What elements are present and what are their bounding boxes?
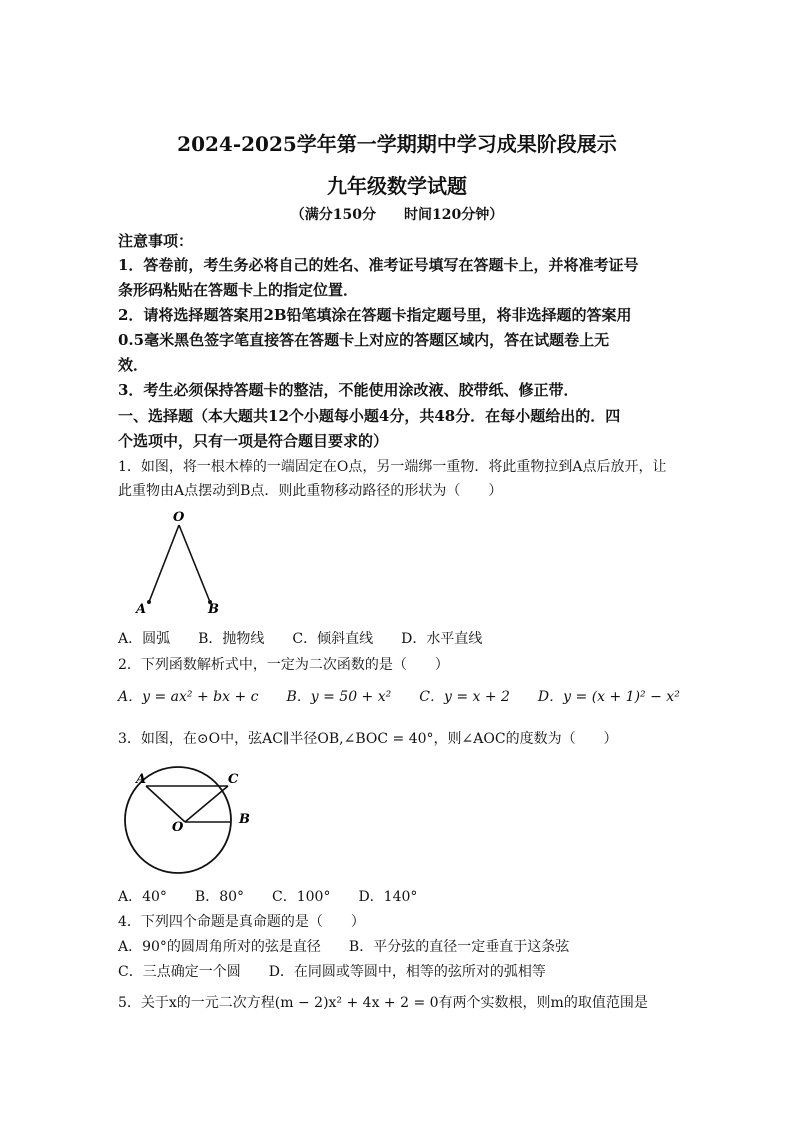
exam-subtitle: 九年级数学试题 bbox=[327, 174, 467, 198]
q2-options: A．y = ax² + bx + c B．y = 50 + x² C．y = x + 2 D．y = (x + 1)² − x² bbox=[118, 689, 680, 705]
q1-pendulum-figure bbox=[128, 505, 238, 620]
q1-stem-line-2: 此重物由A点摆动到B点．则此重物移动路径的形状为（ ） bbox=[118, 483, 503, 499]
q3-circle-figure bbox=[118, 766, 258, 881]
q1-point-a bbox=[147, 600, 151, 604]
q1-line-oa bbox=[149, 525, 179, 602]
q2-stem: 2．下列函数解析式中，一定为二次函数的是（ ） bbox=[118, 657, 449, 673]
note-1-line-1: 1．答卷前，考生务必将自己的姓名、准考证号填写在答题卡上，并将准考证号 bbox=[118, 256, 639, 274]
q1-label-a: A bbox=[136, 602, 147, 617]
q4-options-cd: C．三点确定一个圆 D．在同圆或等圆中，相等的弦所对的弧相等 bbox=[118, 964, 546, 980]
exam-meta: （满分150分 时间120分钟） bbox=[290, 207, 504, 223]
notes-heading: 注意事项： bbox=[118, 232, 194, 250]
note-1-line-2: 条形码粘贴在答题卡上的指定位置． bbox=[118, 281, 359, 299]
note-2-line-1: 2．请将选择题答案用2B铅笔填涂在答题卡指定题号里，将非选择题的答案用 bbox=[118, 306, 632, 324]
exam-title: 2024-2025学年第一学期期中学习成果阶段展示 bbox=[177, 132, 617, 156]
note-2-line-2: 0.5毫米黑色签字笔直接答在答题卡上对应的答题区域内，答在试题卷上无 bbox=[118, 331, 610, 349]
q3-stem: 3．如图，在⊙O中，弦AC∥半径OB,∠BOC = 40°，则∠AOC的度数为（ ） bbox=[118, 731, 618, 747]
q3-segment-ao bbox=[146, 786, 185, 822]
q1-line-ob bbox=[179, 525, 210, 602]
q3-segment-co bbox=[185, 786, 228, 822]
q3-label-o: O bbox=[172, 820, 184, 835]
q3-label-a: A bbox=[136, 772, 147, 787]
q1-label-b: B bbox=[208, 602, 219, 617]
q3-label-b: B bbox=[239, 812, 250, 827]
q3-label-c: C bbox=[228, 772, 239, 787]
note-3: 3．考生必须保持答题卡的整洁，不能使用涂改液、胶带纸、修正带． bbox=[118, 381, 579, 399]
q5-stem: 5．关于x的一元二次方程(m − 2)x² + 4x + 2 = 0有两个实数根，则m的取值范围是 bbox=[118, 995, 648, 1011]
section-1-heading-line-1: 一、选择题（本大题共12个小题每小题4分，共48分．在每小题给出的．四 bbox=[118, 407, 621, 425]
q1-options: A．圆弧 B．抛物线 C．倾斜直线 D．水平直线 bbox=[118, 631, 483, 647]
q4-options-ab: A．90°的圆周角所对的弦是直径 B．平分弦的直径一定垂直于这条弦 bbox=[118, 939, 570, 955]
section-1-heading-line-2: 个选项中，只有一项是符合题目要求的） bbox=[118, 432, 389, 450]
q1-label-o: O bbox=[173, 510, 185, 525]
q3-options: A．40° B．80° C．100° D．140° bbox=[118, 889, 418, 905]
q4-stem: 4．下列四个命题是真命题的是（ ） bbox=[118, 914, 365, 930]
q1-stem-line-1: 1．如图，将一根木棒的一端固定在O点，另一端绑一重物．将此重物拉到A点后放开，让 bbox=[118, 459, 667, 475]
note-2-line-3: 效． bbox=[118, 356, 149, 374]
